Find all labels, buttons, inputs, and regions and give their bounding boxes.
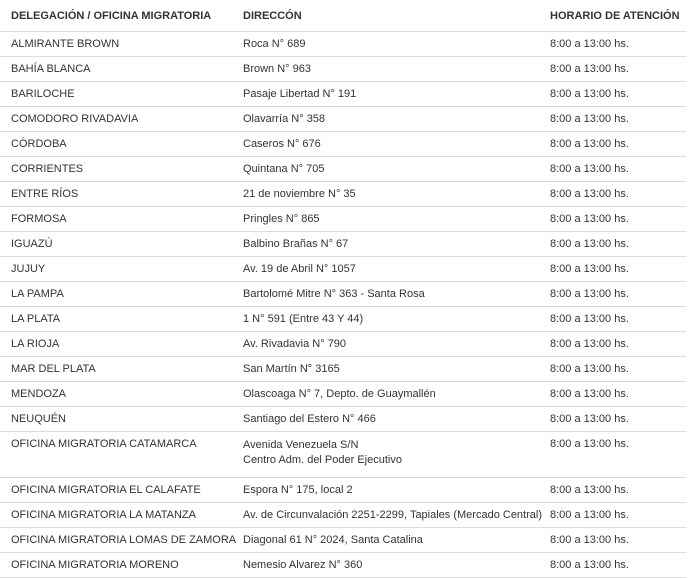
hours-cell: 8:00 a 13:00 hs. [539, 82, 686, 107]
address-line: Olascoaga N° 7, Depto. de Guaymallén [243, 387, 436, 400]
address-cell [232, 553, 539, 578]
address-line: Nemesio Alvarez N° 360 [243, 558, 363, 571]
address-line: Av. de Circunvalación 2251-2299, Tapiales (Mercado Central) [243, 508, 542, 521]
office-name-cell: LA PLATA [0, 307, 232, 332]
address-cell [232, 407, 539, 432]
address-cell [232, 528, 539, 553]
table-row [0, 478, 686, 503]
address-cell [232, 282, 539, 307]
table-row [0, 157, 686, 182]
address-cell [232, 503, 542, 528]
hours-cell: 8:00 a 13:00 hs. [539, 57, 686, 82]
table-row [0, 207, 686, 232]
hours-cell: 8:00 a 13:00 hs. [539, 257, 686, 282]
office-name-cell: OFICINA MIGRATORIA MORENO [0, 553, 232, 578]
address-line: Av. Rivadavia N° 790 [243, 337, 347, 350]
address-line: Centro Adm. del Poder Ejecutivo [243, 454, 402, 466]
table-row [0, 432, 686, 478]
address-cell [232, 478, 539, 503]
address-line: Diagonal 61 N° 2024, Santa Catalina [243, 533, 423, 546]
hours-cell: 8:00 a 13:00 hs. [539, 432, 686, 478]
table-body [0, 32, 686, 578]
office-name-cell: COMODORO RIVADAVIA [0, 107, 232, 132]
office-name-cell: LA RIOJA [0, 332, 232, 357]
address-cell [232, 182, 539, 207]
address-line: Caseros N° 676 [243, 137, 321, 150]
hours-cell: 8:00 a 13:00 hs. [539, 357, 686, 382]
column-header-office: DELEGACIÓN / OFICINA MIGRATORIA [0, 0, 232, 32]
address-line: Pringles N° 865 [243, 212, 320, 225]
address-cell [232, 432, 539, 478]
table-row [0, 107, 686, 132]
table-row [0, 232, 686, 257]
address-line: San Martín N° 3165 [243, 362, 340, 375]
address-cell [232, 57, 539, 82]
office-name-cell: OFICINA MIGRATORIA EL CALAFATE [0, 478, 232, 503]
address-cell [232, 107, 539, 132]
address-line: Quintana N° 705 [243, 162, 325, 175]
office-name-cell: LA PAMPA [0, 282, 232, 307]
table-row [0, 32, 686, 57]
table-row [0, 382, 686, 407]
hours-cell: 8:00 a 13:00 hs. [539, 503, 686, 528]
hours-cell: 8:00 a 13:00 hs. [539, 307, 686, 332]
column-header-address: DIRECCÓN [232, 0, 539, 32]
address-line: Espora N° 175, local 2 [243, 483, 353, 496]
address-line: Santiago del Estero N° 466 [243, 412, 376, 425]
address-line: Avenida Venezuela S/N [243, 439, 359, 451]
office-name-cell: OFICINA MIGRATORIA LOMAS DE ZAMORA [0, 528, 232, 553]
hours-cell: 8:00 a 13:00 hs. [539, 207, 686, 232]
table-row [0, 307, 686, 332]
office-name-cell: ALMIRANTE BROWN [0, 32, 232, 57]
address-cell [232, 257, 539, 282]
office-name-cell: NEUQUÉN [0, 407, 232, 432]
table-row [0, 528, 686, 553]
address-cell [232, 207, 539, 232]
office-name-cell: IGUAZÚ [0, 232, 232, 257]
office-name-cell: BAHÍA BLANCA [0, 57, 232, 82]
hours-cell: 8:00 a 13:00 hs. [539, 182, 686, 207]
office-name-cell: MAR DEL PLATA [0, 357, 232, 382]
address-cell [232, 132, 539, 157]
table-row [0, 132, 686, 157]
office-name-cell: OFICINA MIGRATORIA CATAMARCA [0, 432, 232, 478]
address-cell [232, 332, 539, 357]
hours-cell: 8:00 a 13:00 hs. [539, 32, 686, 57]
address-cell [232, 232, 539, 257]
office-name-cell: FORMOSA [0, 207, 232, 232]
office-name-cell: CORRIENTES [0, 157, 232, 182]
address-line: Olavarría N° 358 [243, 112, 326, 125]
address-cell [232, 357, 539, 382]
office-name-cell: CÓRDOBA [0, 132, 232, 157]
hours-cell: 8:00 a 13:00 hs. [539, 382, 686, 407]
address-line: Roca N° 689 [243, 37, 306, 50]
table-row [0, 332, 686, 357]
hours-cell: 8:00 a 13:00 hs. [539, 132, 686, 157]
table-row [0, 503, 686, 528]
address-line: Balbino Brañas N° 67 [243, 237, 349, 250]
table-row [0, 257, 686, 282]
address-cell [232, 82, 539, 107]
address-line: 21 de noviembre N° 35 [243, 187, 356, 200]
address-line: 1 N° 591 (Entre 43 Y 44) [243, 312, 364, 325]
hours-cell: 8:00 a 13:00 hs. [539, 282, 686, 307]
hours-cell: 8:00 a 13:00 hs. [539, 528, 686, 553]
address-line: Bartolomé Mitre N° 363 - Santa Rosa [243, 287, 425, 300]
hours-cell: 8:00 a 13:00 hs. [539, 553, 686, 578]
table-row [0, 357, 686, 382]
table-header-row [0, 0, 686, 32]
hours-cell: 8:00 a 13:00 hs. [539, 478, 686, 503]
table-row [0, 407, 686, 432]
table-row [0, 182, 686, 207]
hours-cell: 8:00 a 13:00 hs. [539, 332, 686, 357]
table-row [0, 57, 686, 82]
office-name-cell: JUJUY [0, 257, 232, 282]
address-cell [232, 157, 539, 182]
address-line: Brown N° 963 [243, 62, 311, 75]
address-line: Pasaje Libertad N° 191 [243, 87, 357, 100]
office-name-cell: BARILOCHE [0, 82, 232, 107]
office-name-cell: ENTRE RÍOS [0, 182, 232, 207]
hours-cell: 8:00 a 13:00 hs. [539, 157, 686, 182]
address-cell [232, 382, 539, 407]
office-name-cell: MENDOZA [0, 382, 232, 407]
hours-cell: 8:00 a 13:00 hs. [539, 107, 686, 132]
office-name-cell: OFICINA MIGRATORIA LA MATANZA [0, 503, 232, 528]
hours-cell: 8:00 a 13:00 hs. [539, 232, 686, 257]
address-line: Av. 19 de Abril N° 1057 [243, 262, 356, 275]
table-row [0, 282, 686, 307]
column-header-hours: HORARIO DE ATENCIÓN [539, 0, 686, 32]
address-cell [232, 32, 539, 57]
address-cell [232, 307, 539, 332]
table-row [0, 553, 686, 578]
hours-cell: 8:00 a 13:00 hs. [539, 407, 686, 432]
table-row [0, 82, 686, 107]
